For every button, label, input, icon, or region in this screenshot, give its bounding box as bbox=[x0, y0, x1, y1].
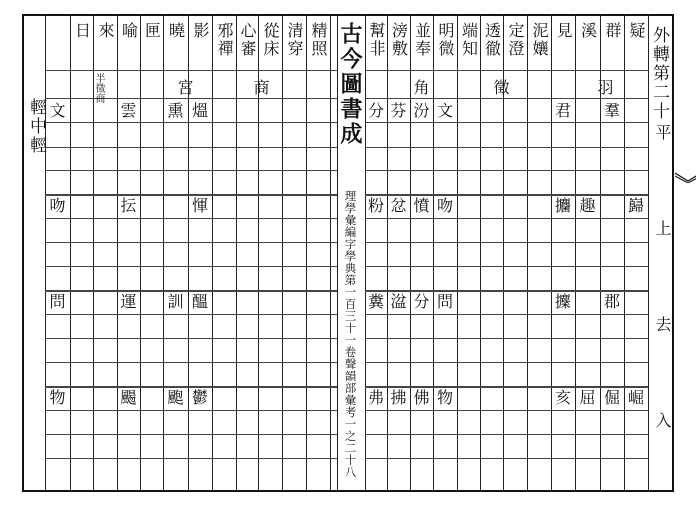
table-cell-char: 問 bbox=[436, 292, 453, 311]
row-rule bbox=[45, 170, 337, 171]
group-label: 羽 bbox=[595, 79, 614, 95]
row-rule bbox=[45, 147, 337, 148]
row-rule bbox=[365, 434, 648, 435]
table-cell-char: 倔 bbox=[603, 388, 620, 407]
row-rule bbox=[45, 386, 337, 388]
table-cell-char: 惲 bbox=[191, 196, 208, 215]
row-rule bbox=[365, 170, 648, 171]
row-rule bbox=[45, 362, 337, 363]
table-cell-char: 抎 bbox=[120, 196, 137, 215]
group-label: 半徵商 bbox=[93, 73, 104, 103]
column-header: 並奉 bbox=[412, 22, 432, 58]
column-rule bbox=[624, 14, 625, 490]
table-cell-char: 湓 bbox=[390, 292, 407, 311]
column-header: 日 bbox=[72, 22, 92, 40]
row-rule bbox=[365, 266, 648, 267]
column-rule bbox=[433, 14, 434, 490]
row-rule bbox=[45, 338, 337, 339]
column-rule bbox=[457, 14, 458, 490]
column-header: 疑 bbox=[627, 22, 646, 40]
table-cell-char: 糞 bbox=[367, 292, 384, 311]
row-rule bbox=[365, 242, 648, 243]
column-header: 見 bbox=[554, 22, 573, 40]
table-cell-char: 君 bbox=[554, 100, 571, 120]
column-rule bbox=[70, 14, 71, 490]
table-cell-char: 問 bbox=[49, 292, 66, 311]
table-cell-char: 崛 bbox=[627, 388, 644, 407]
table-cell-char: 郡 bbox=[603, 292, 620, 311]
table-cell-char: 文 bbox=[436, 100, 453, 120]
table-cell-char: 鬱 bbox=[191, 388, 208, 407]
column-header: 溪 bbox=[578, 22, 598, 40]
column-rule bbox=[480, 14, 481, 490]
table-cell-char: 趣 bbox=[579, 196, 596, 215]
column-rule bbox=[527, 14, 528, 490]
column-rule bbox=[140, 14, 141, 490]
table-cell-char: 運 bbox=[120, 292, 137, 311]
column-rule bbox=[117, 14, 118, 490]
column-rule bbox=[575, 14, 576, 490]
row-rule bbox=[365, 338, 648, 339]
table-cell-char: 攟 bbox=[554, 196, 571, 215]
table-cell-char: 攈 bbox=[554, 292, 571, 311]
column-header: 清穿 bbox=[285, 22, 304, 58]
table-cell-char: 分 bbox=[367, 100, 384, 120]
fishtail-mark bbox=[675, 171, 696, 183]
column-rule bbox=[45, 14, 46, 490]
header-rule bbox=[45, 70, 337, 71]
row-rule bbox=[45, 290, 337, 292]
row-rule bbox=[45, 434, 337, 435]
column-rule bbox=[365, 14, 366, 490]
row-rule bbox=[365, 98, 648, 99]
column-header: 泥孃 bbox=[530, 22, 549, 58]
row-rule bbox=[365, 458, 648, 459]
column-header: 曉 bbox=[166, 22, 186, 40]
group-label: 商 bbox=[251, 79, 270, 95]
row-rule bbox=[45, 98, 337, 99]
table-cell-char: 吻 bbox=[49, 196, 66, 215]
volume-line: 理學彙編字學典第一百三十一卷聲韻部彙考一之二十八 bbox=[343, 190, 358, 478]
table-cell-char: 分 bbox=[413, 292, 430, 311]
row-rule bbox=[45, 458, 337, 459]
row-rule bbox=[45, 194, 337, 196]
table-cell-char: 弗 bbox=[367, 388, 384, 407]
column-rule bbox=[387, 14, 388, 490]
right-side-label: 外轉第二十 bbox=[649, 26, 669, 121]
column-header: 邪禪 bbox=[215, 22, 234, 58]
group-label: 宮 bbox=[175, 79, 194, 95]
group-label: 徵 bbox=[491, 79, 510, 95]
table-cell-char: 芬 bbox=[390, 100, 407, 120]
table-cell-char: 拂 bbox=[390, 388, 407, 407]
row-rule bbox=[45, 218, 337, 219]
row-rule bbox=[365, 314, 648, 315]
row-rule bbox=[45, 266, 337, 267]
table-cell-char: 巋 bbox=[627, 196, 644, 215]
row-rule bbox=[365, 362, 648, 363]
table-cell-char: 吻 bbox=[436, 196, 453, 215]
table-cell-char: 訓 bbox=[167, 292, 184, 311]
table-cell-char: 醞 bbox=[191, 292, 208, 311]
column-header: 明微 bbox=[436, 22, 455, 58]
table-cell-char: 熏 bbox=[167, 100, 184, 120]
column-header: 匣 bbox=[142, 22, 162, 40]
column-header: 心審 bbox=[238, 22, 257, 58]
column-header: 群 bbox=[603, 22, 622, 40]
row-rule bbox=[365, 147, 648, 148]
row-rule bbox=[45, 410, 337, 411]
table-cell-char: 羣 bbox=[603, 100, 620, 120]
tone-label: 入 bbox=[653, 412, 672, 428]
left-side-label: 輕中輕 bbox=[26, 98, 46, 155]
row-rule bbox=[365, 122, 648, 123]
book-title: 古今圖書成 bbox=[337, 22, 363, 147]
table-cell-char: 粉 bbox=[367, 196, 384, 215]
table-cell-char: 物 bbox=[49, 388, 66, 407]
row-rule bbox=[365, 194, 648, 196]
column-header: 來 bbox=[96, 22, 115, 40]
table-cell-char: 雲 bbox=[120, 100, 137, 120]
table-cell-char: 熅 bbox=[191, 100, 208, 120]
column-rule bbox=[212, 14, 213, 490]
table-cell-char: 文 bbox=[49, 100, 66, 120]
header-rule bbox=[365, 70, 648, 71]
table-cell-char: 憤 bbox=[413, 196, 430, 215]
table-cell-char: 忿 bbox=[390, 196, 407, 215]
row-rule bbox=[365, 410, 648, 411]
row-rule bbox=[45, 242, 337, 243]
column-header: 喻 bbox=[119, 22, 139, 40]
column-header: 幫非 bbox=[367, 22, 386, 58]
table-cell-char: 颺 bbox=[120, 388, 137, 407]
column-rule bbox=[330, 14, 331, 490]
row-rule bbox=[365, 218, 648, 219]
table-cell-char: 颮 bbox=[167, 388, 184, 407]
table-cell-char: 屈 bbox=[579, 388, 596, 407]
table-cell-char: 佛 bbox=[413, 388, 430, 407]
book-spine bbox=[337, 0, 365, 512]
column-header: 端知 bbox=[459, 22, 479, 58]
column-rule bbox=[236, 14, 237, 490]
tone-label: 去 bbox=[653, 316, 672, 332]
table-cell-char: 物 bbox=[436, 388, 453, 407]
column-rule bbox=[282, 14, 283, 490]
table-cell-char: 亥 bbox=[554, 388, 571, 407]
column-header: 影 bbox=[191, 22, 210, 40]
table-cell-char: 汾 bbox=[413, 100, 430, 120]
column-rule bbox=[306, 14, 307, 490]
column-header: 從床 bbox=[261, 22, 280, 58]
column-header: 滂敷 bbox=[389, 22, 409, 58]
tone-label: 平 bbox=[653, 124, 672, 140]
column-header: 定澄 bbox=[506, 22, 525, 58]
row-rule bbox=[45, 122, 337, 123]
column-header: 精照 bbox=[309, 22, 328, 58]
row-rule bbox=[45, 314, 337, 315]
tone-label: 上 bbox=[653, 220, 672, 236]
column-rule bbox=[163, 14, 164, 490]
column-rule bbox=[551, 14, 552, 490]
column-header: 透徹 bbox=[482, 22, 502, 58]
group-label: 角 bbox=[411, 79, 430, 95]
